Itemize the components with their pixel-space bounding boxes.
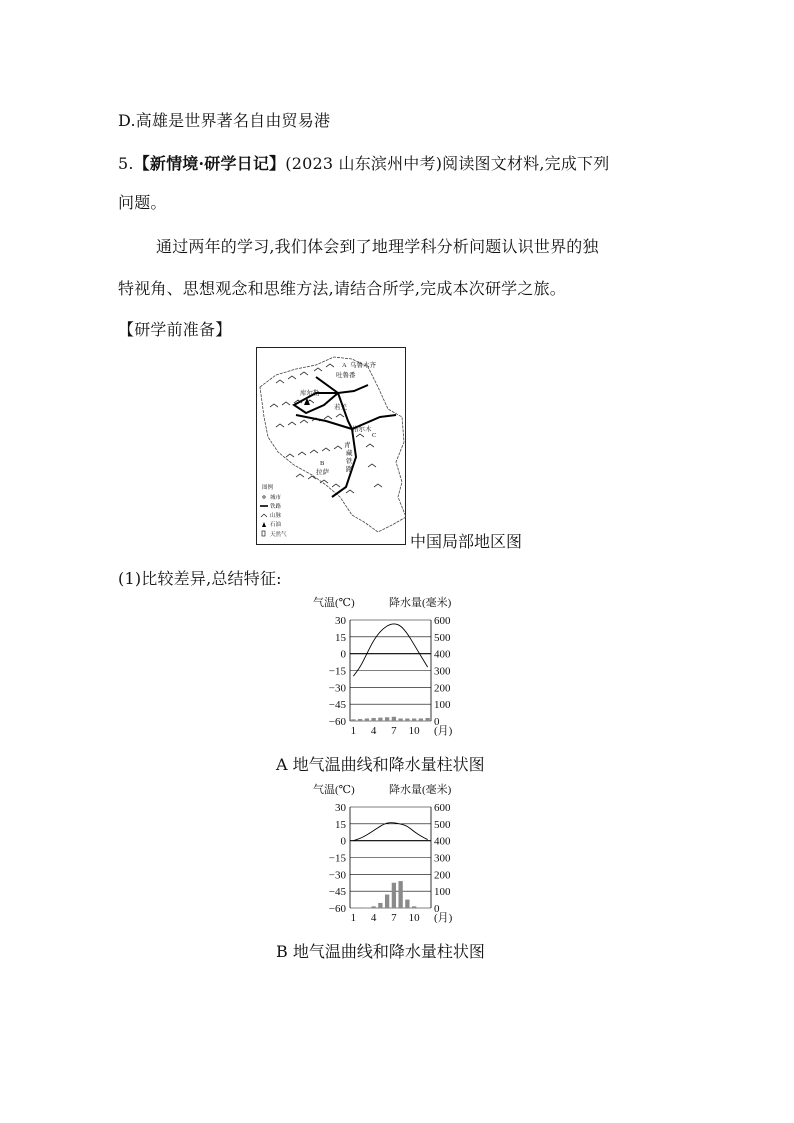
- precip-bar: [378, 718, 382, 721]
- map-caption: 中国局部地区图: [410, 532, 523, 551]
- y-tick-label: −45: [328, 699, 346, 712]
- question-tag: 【新情境·研学日记】: [133, 154, 286, 173]
- map-label-c: C: [372, 432, 377, 439]
- map-label-korla: 库尔勒: [300, 390, 320, 397]
- map-label-rail-4: 路: [346, 466, 353, 473]
- precip-bar: [398, 881, 402, 908]
- map-label-golmud: 格尔木: [352, 426, 372, 433]
- map-label-lhasa: 拉萨: [316, 469, 329, 476]
- y-tick-label: 30: [335, 615, 346, 627]
- legend-railway: 铁路: [270, 504, 282, 510]
- map-label-urumqi: 乌鲁木齐: [350, 362, 376, 369]
- map-label-rail-1: 青: [344, 442, 351, 449]
- precip-bar: [412, 906, 416, 908]
- y2-tick-label: 200: [434, 869, 451, 882]
- y-tick-label: 0: [340, 648, 346, 661]
- y2-tick-label: 200: [434, 682, 451, 695]
- precip-bar: [371, 718, 375, 721]
- precip-bar: [385, 717, 389, 721]
- y2-tick-label: 400: [434, 648, 451, 661]
- x-axis-unit: (月): [434, 725, 453, 737]
- precip-bar: [358, 719, 362, 721]
- y-axis-title: 气温(℃): [313, 597, 355, 609]
- precip-bar: [398, 718, 402, 721]
- question-5-line: [118, 151, 609, 174]
- y2-tick-label: 100: [434, 886, 451, 899]
- precip-bar: [392, 883, 396, 908]
- y-tick-label: −30: [328, 869, 346, 882]
- question-5-line-2: 问题。: [118, 193, 167, 212]
- y-tick-label: 30: [335, 802, 346, 814]
- china-partial-map: [256, 347, 406, 545]
- y-tick-label: 0: [340, 835, 346, 848]
- map-label-a: A: [342, 362, 347, 369]
- y2-axis-title: 降水量(毫米): [389, 784, 452, 796]
- climate-chart-a: [305, 594, 485, 748]
- precip-bar: [405, 900, 409, 908]
- climate-chart-b: [305, 781, 485, 935]
- map-label-b: B: [320, 460, 325, 467]
- map-label-rail-2: 藏: [346, 450, 353, 457]
- x-tick-label: 4: [370, 912, 377, 924]
- y2-tick-label: 600: [434, 615, 451, 627]
- x-tick-label: 7: [391, 912, 397, 924]
- y2-tick-label: 500: [434, 818, 451, 831]
- y-axis-title: 气温(℃): [313, 784, 355, 796]
- precip-bar: [419, 718, 423, 721]
- y-tick-label: −15: [328, 665, 346, 678]
- y2-tick-label: 600: [434, 802, 451, 814]
- legend-title: 图例: [262, 485, 274, 491]
- y2-axis-title: 降水量(毫米): [389, 597, 452, 609]
- y-tick-label: −45: [328, 886, 346, 899]
- y-tick-label: −60: [328, 716, 346, 728]
- precip-bar: [405, 718, 409, 721]
- sub-question-1: (1)比较差异,总结特征:: [118, 569, 282, 588]
- y2-tick-label: 300: [434, 852, 451, 865]
- x-tick-label: 7: [391, 725, 397, 737]
- precip-bar: [371, 906, 375, 908]
- temperature-line: [353, 624, 427, 676]
- precip-bar: [392, 717, 396, 721]
- y2-tick-label: 400: [434, 835, 451, 848]
- x-tick-label: 4: [370, 725, 377, 737]
- y2-tick-label: 0: [434, 903, 440, 915]
- temperature-line: [353, 823, 427, 841]
- question-number: 5.: [118, 154, 134, 173]
- question-source: (2023 山东滨州中考)阅读图文材料,完成下列: [285, 154, 610, 173]
- y-tick-label: 15: [335, 631, 346, 644]
- precip-bar: [365, 907, 369, 908]
- precip-bar: [425, 718, 429, 721]
- x-tick-label: 10: [408, 912, 420, 924]
- map-label-ruoqiang: 若羌: [334, 404, 347, 411]
- precip-bar: [351, 719, 355, 721]
- chart-a-caption: A 地气温曲线和降水量柱状图: [276, 755, 485, 774]
- y2-tick-label: 500: [434, 631, 451, 644]
- y2-tick-label: 300: [434, 665, 451, 678]
- x-tick-label: 10: [408, 725, 420, 737]
- precip-bar: [412, 718, 416, 721]
- y-tick-label: −30: [328, 682, 346, 695]
- intro-paragraph-1: 通过两年的学习,我们体会到了地理学科分析问题认识世界的独: [156, 237, 599, 256]
- option-d: D.高雄是世界著名自由贸易港: [118, 111, 331, 130]
- legend-oil: 石油: [270, 522, 282, 528]
- x-tick-label: 1: [350, 725, 357, 737]
- y2-tick-label: 100: [434, 699, 451, 712]
- legend-city: 城市: [270, 495, 282, 501]
- x-tick-label: 1: [350, 912, 357, 924]
- legend-gas: 天然气: [270, 532, 287, 538]
- y-tick-label: −15: [328, 852, 346, 865]
- section-heading: 【研学前准备】: [118, 320, 232, 339]
- x-axis-unit: (月): [434, 912, 453, 924]
- precip-bar: [385, 895, 389, 908]
- precip-bar: [365, 718, 369, 721]
- legend-mountain: 山脉: [270, 513, 282, 519]
- y-tick-label: −60: [328, 903, 346, 915]
- precip-bar: [378, 903, 382, 908]
- map-label-turpan: 吐鲁番: [336, 372, 356, 379]
- y-tick-label: 15: [335, 818, 346, 831]
- map-label-rail-3: 铁: [346, 458, 353, 465]
- y2-tick-label: 0: [434, 716, 440, 728]
- chart-b-caption: B 地气温曲线和降水量柱状图: [276, 942, 485, 961]
- intro-paragraph-2: 特视角、思想观念和思维方法,请结合所学,完成本次研学之旅。: [118, 279, 566, 298]
- climate-chart-a-svg: [305, 594, 485, 744]
- climate-chart-b-svg: [305, 781, 485, 931]
